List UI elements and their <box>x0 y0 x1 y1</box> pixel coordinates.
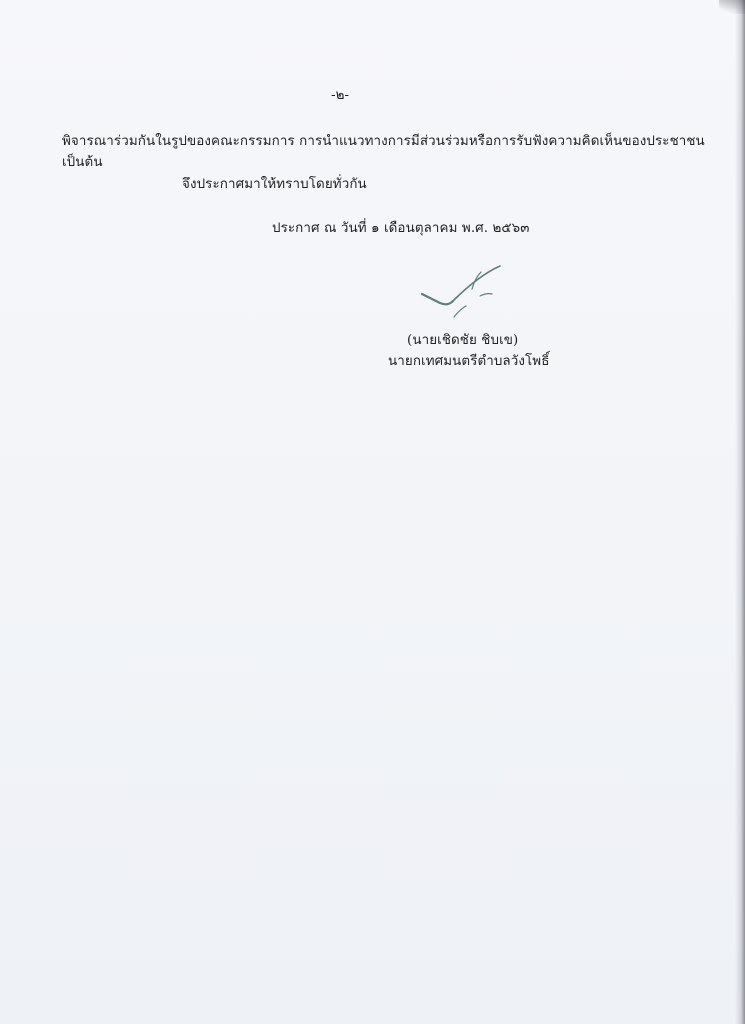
signer-title: นายกเทศมนตรีตำบลวังโพธิ์ <box>388 354 550 369</box>
body-text-line: เป็นต้น <box>62 155 103 170</box>
body-text-line: พิจารณาร่วมกันในรูปของคณะกรรมการ การนำแนวทางการมีส่วนร่วมหรือการรับฟังความคิดเห็นของประชาชน <box>62 134 705 149</box>
signer-name: (นายเชิดชัย ชิบเข) <box>407 333 519 348</box>
page-corner-shadow <box>719 0 745 14</box>
announcement-date: ประกาศ ณ วันที่ ๑ เดือนตุลาคม พ.ศ. ๒๕๖๓ <box>272 221 530 236</box>
page-edge-shadow <box>735 0 745 1024</box>
handwritten-signature <box>414 262 510 322</box>
page-number: -๒- <box>331 88 350 103</box>
closing-statement: จึงประกาศมาให้ทราบโดยทั่วกัน <box>182 177 367 192</box>
